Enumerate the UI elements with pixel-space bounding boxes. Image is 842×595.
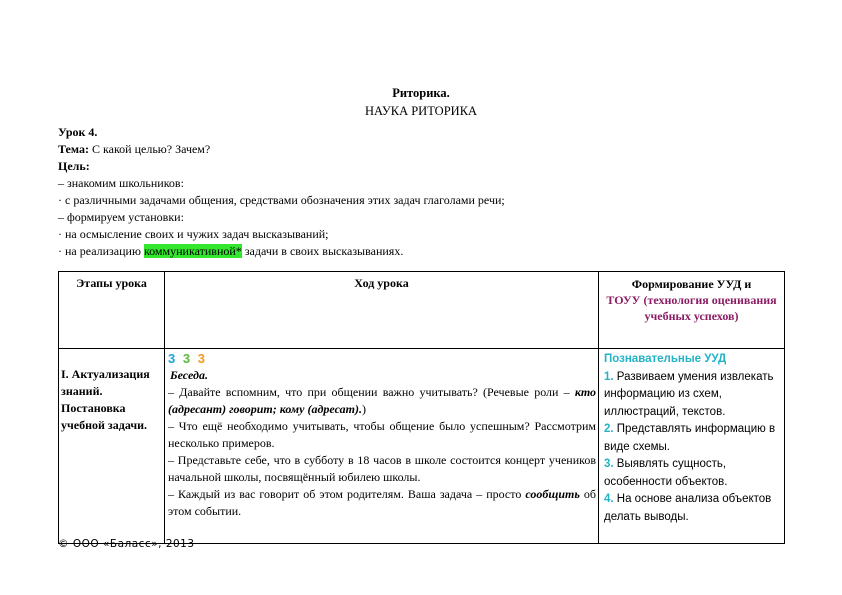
lesson-number: Урок 4.: [58, 125, 98, 139]
uud-title: Познавательные УУД: [604, 353, 727, 365]
goal-item: · с различными задачами общения, средствами обозначения этих задач глаголами речи;: [58, 193, 505, 207]
goal-item: – знакомим школьников:: [58, 176, 184, 190]
header-uud-line: Формирование УУД и: [631, 277, 752, 291]
paragraph: [168, 384, 596, 418]
goal-text: задачи в своих высказываниях.: [241, 244, 404, 258]
uud-item: [604, 456, 782, 491]
topic-line: [58, 142, 210, 157]
paragraph-text: ): [361, 402, 366, 416]
topic-value: С какой целью? Зачем?: [88, 142, 211, 156]
header-toou: ТОУУ (технология оценивания учебных успехов): [606, 293, 777, 323]
uud-item: [604, 491, 782, 526]
stage-title: I. Актуализация знаний.: [61, 367, 150, 398]
uud-number: 4.: [604, 493, 614, 505]
header-stages: Этапы урока: [59, 272, 165, 349]
goal-item: · на осмысление своих и чужих задач высказываний;: [58, 227, 329, 241]
uud-item: [604, 369, 782, 422]
copyright-footer: © ООО «Баласс», 2013: [58, 538, 195, 550]
uud-text: Развиваем умения извлекать информацию из схем, иллюстраций, текстов.: [604, 370, 774, 418]
paragraph-text: об этом событии.: [168, 487, 597, 518]
uud-number: 3.: [604, 458, 614, 470]
number-orange: 3: [197, 351, 207, 366]
lesson-table: [58, 271, 785, 544]
topic-label: Тема:: [58, 142, 89, 156]
document-title: Риторика.: [392, 86, 450, 100]
rating-numbers: [168, 350, 596, 367]
goal-item: – формируем установки:: [58, 210, 184, 224]
stage-task: Постановка учебной задачи.: [61, 401, 148, 432]
stage-cell: [59, 349, 165, 544]
lesson-flow-cell: [165, 349, 599, 544]
emphasis-text: кто (адресант) говорит; кому (адресат).: [168, 385, 596, 416]
conversation-heading: Беседа.: [170, 368, 208, 382]
table-header-row: [59, 272, 785, 349]
uud-text: На основе анализа объектов делать выводы.: [604, 493, 772, 523]
header-lesson-flow: Ход урока: [165, 272, 599, 349]
uud-number: 2.: [604, 423, 614, 435]
number-blue: 3: [168, 351, 178, 366]
uud-text: Выявлять сущность, особенности объектов.: [604, 458, 728, 488]
document-subtitle: НАУКА РИТОРИКА: [364, 104, 478, 118]
table-row: [59, 349, 785, 544]
uud-number: 1.: [604, 370, 614, 383]
goal-label: Цель:: [58, 159, 90, 173]
goal-text: · на реализацию: [58, 244, 144, 258]
emphasis-text: сообщить: [525, 487, 580, 501]
number-green: 3: [182, 351, 193, 366]
uud-item: [604, 421, 782, 456]
paragraph: – Представьте себе, что в субботу в 18 часов в школе состоится концерт учеников начальной школы, посвящённый юбилею школы.: [168, 453, 596, 484]
highlighted-term: коммуникативной*: [143, 244, 242, 258]
paragraph-text: – Каждый из вас говорит об этом родителям. Ваша задача – просто: [168, 487, 526, 501]
uud-text: Представлять информацию в виде схемы.: [604, 423, 776, 453]
paragraph: – Что ещё необходимо учитывать, чтобы общение было успешным? Рассмотрим несколько примеров.: [168, 419, 596, 450]
header-uud: [599, 272, 785, 349]
paragraph-text: – Давайте вспомним, что при общении важно учитывать? (Речевые роли –: [168, 385, 575, 399]
goal-item: [58, 244, 403, 259]
uud-cell: [599, 349, 785, 544]
paragraph: [168, 486, 596, 520]
